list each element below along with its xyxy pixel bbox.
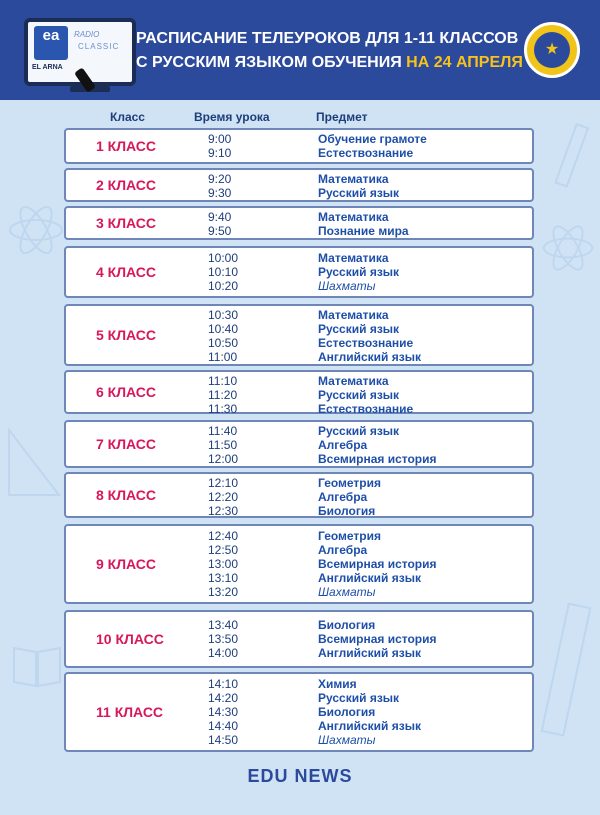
- lesson-time: 12:40: [208, 529, 239, 543]
- lesson-subject: Шахматы: [318, 279, 376, 293]
- class-label: 5 КЛАСС: [96, 327, 157, 343]
- lesson-subject: Русский язык: [318, 388, 400, 402]
- lesson-time: 11:10: [208, 374, 238, 388]
- lesson-times: [208, 677, 238, 747]
- lesson-subject: Математика: [318, 172, 389, 186]
- column-header-subject: Предмет: [316, 110, 368, 124]
- lesson-times: [208, 210, 231, 238]
- lesson-subject: Русский язык: [318, 322, 400, 336]
- lesson-subject: Алгебра: [318, 490, 368, 504]
- lesson-times: [208, 529, 238, 599]
- lesson-subject: Английский язык: [318, 350, 421, 364]
- class-label: 3 КЛАСС: [96, 215, 157, 231]
- lesson-subjects: [318, 308, 421, 364]
- lesson-time: 10:50: [208, 336, 239, 350]
- lesson-time: 9:40: [208, 210, 232, 224]
- title-date: НА 24 АПРЕЛЯ: [406, 54, 523, 71]
- lesson-subject: Русский язык: [318, 424, 400, 438]
- lesson-subjects: [318, 677, 421, 747]
- lesson-time: 14:40: [208, 719, 239, 733]
- lesson-time: 12:30: [208, 504, 239, 518]
- lesson-time: 11:00: [208, 350, 238, 364]
- lesson-subjects: [318, 132, 427, 160]
- lesson-time: 13:50: [208, 632, 239, 646]
- lesson-time: 9:10: [208, 146, 232, 160]
- lesson-time: 13:40: [208, 618, 239, 632]
- lesson-subject: Геометрия: [318, 529, 382, 543]
- book-emblem-icon: ★: [534, 32, 570, 68]
- lesson-time: 14:20: [208, 691, 239, 705]
- ministry-emblem-icon: [524, 22, 580, 78]
- lesson-time: 9:30: [208, 186, 232, 200]
- lesson-time: 10:20: [208, 279, 239, 293]
- class-label: 6 КЛАСС: [96, 384, 157, 400]
- lesson-time: 13:00: [208, 557, 239, 571]
- lesson-time: 10:30: [208, 308, 239, 322]
- class-label: 9 КЛАСС: [96, 556, 157, 572]
- atom-doodle-icon: [540, 220, 596, 276]
- page-title-line2: [136, 54, 523, 72]
- column-header-class: Класс: [110, 110, 145, 124]
- lesson-subject: Алгебра: [318, 438, 368, 452]
- lesson-time: 14:30: [208, 705, 239, 719]
- lesson-subject: Познание мира: [318, 224, 409, 238]
- lesson-times: [208, 476, 238, 518]
- atom-doodle-icon: [6, 200, 66, 260]
- class-label: 11 КЛАСС: [96, 704, 164, 720]
- class-label: 2 КЛАСС: [96, 177, 157, 193]
- lesson-time: 14:10: [208, 677, 239, 691]
- lesson-subject: Естествознание: [318, 402, 414, 416]
- lesson-time: 9:00: [208, 132, 232, 146]
- lesson-subject: Английский язык: [318, 571, 421, 585]
- lesson-subject: Биология: [318, 705, 376, 719]
- lesson-subject: Всемирная история: [318, 557, 437, 571]
- lesson-subject: Обучение грамоте: [318, 132, 427, 146]
- schedule-row: [64, 304, 534, 366]
- lesson-subject: Геометрия: [318, 476, 382, 490]
- lesson-subject: Шахматы: [318, 733, 376, 747]
- lesson-time: 14:00: [208, 646, 239, 660]
- class-label: 1 КЛАСС: [96, 138, 157, 154]
- lesson-time: 11:40: [208, 424, 238, 438]
- lesson-times: [208, 172, 231, 200]
- lesson-subject: Математика: [318, 308, 389, 322]
- lesson-subject: Русский язык: [318, 265, 400, 279]
- lesson-subjects: [318, 251, 399, 293]
- el-arna-label: EL ARNA: [32, 64, 63, 71]
- lesson-time: 12:00: [208, 452, 239, 466]
- lesson-time: 14:50: [208, 733, 239, 747]
- class-label: 8 КЛАСС: [96, 487, 157, 503]
- lesson-subjects: [318, 374, 413, 416]
- schedule-row: [64, 472, 534, 518]
- schedule-row: [64, 168, 534, 202]
- lesson-subject: Математика: [318, 251, 389, 265]
- lesson-subject: Химия: [318, 677, 357, 691]
- schedule-row: [64, 610, 534, 668]
- lesson-time: 13:10: [208, 571, 239, 585]
- title-language: С РУССКИМ ЯЗЫКОМ ОБУЧЕНИЯ: [136, 54, 402, 71]
- lesson-subject: Математика: [318, 374, 389, 388]
- lesson-subjects: [318, 172, 399, 200]
- lesson-subjects: [318, 529, 437, 599]
- lesson-subjects: [318, 210, 409, 238]
- header-banner: [0, 0, 600, 100]
- lesson-subject: Естествознание: [318, 146, 414, 160]
- radio-classic-logo-bottom: CLASSIC: [78, 42, 120, 51]
- lesson-time: 11:30: [208, 402, 238, 416]
- lesson-subject: Английский язык: [318, 719, 421, 733]
- schedule-row: [64, 420, 534, 468]
- lesson-subject: Русский язык: [318, 691, 400, 705]
- lesson-time: 12:10: [208, 476, 239, 490]
- lesson-time: 10:10: [208, 265, 239, 279]
- lesson-time: 11:50: [208, 438, 238, 452]
- book-doodle-icon: [10, 640, 64, 690]
- lesson-subject: Алгебра: [318, 543, 368, 557]
- lesson-times: [208, 424, 238, 466]
- lesson-times: [208, 132, 231, 160]
- lesson-time: 10:00: [208, 251, 239, 265]
- pencil-doodle-icon: [548, 120, 592, 200]
- lesson-subjects: [318, 424, 437, 466]
- schedule-row: [64, 128, 534, 164]
- triangle-ruler-doodle-icon: [4, 420, 64, 500]
- schedule-row: [64, 524, 534, 604]
- lesson-subject: Русский язык: [318, 186, 400, 200]
- lesson-subject: Естествознание: [318, 336, 414, 350]
- lesson-time: 11:20: [208, 388, 238, 402]
- lesson-subjects: [318, 476, 381, 518]
- column-header-time: Время урока: [194, 110, 270, 124]
- schedule-row: [64, 206, 534, 240]
- lesson-times: [208, 308, 238, 364]
- lesson-subjects: [318, 618, 437, 660]
- class-label: 4 КЛАСС: [96, 264, 157, 280]
- ruler-doodle-icon: [540, 600, 596, 740]
- lesson-subject: Биология: [318, 618, 376, 632]
- lesson-time: 9:20: [208, 172, 232, 186]
- lesson-time: 13:20: [208, 585, 239, 599]
- lesson-times: [208, 374, 237, 416]
- el-arna-logo: ea: [34, 26, 68, 60]
- schedule-row: [64, 246, 534, 298]
- lesson-times: [208, 618, 238, 660]
- lesson-time: 12:20: [208, 490, 239, 504]
- schedule-row: [64, 672, 534, 752]
- lesson-subject: Биология: [318, 504, 376, 518]
- class-label: 7 КЛАСС: [96, 436, 157, 452]
- lesson-subject: Всемирная история: [318, 452, 437, 466]
- lesson-subject: Математика: [318, 210, 389, 224]
- lesson-times: [208, 251, 238, 293]
- lesson-time: 12:50: [208, 543, 239, 557]
- page-title-line1: РАСПИСАНИЕ ТЕЛЕУРОКОВ ДЛЯ 1-11 КЛАССОВ: [136, 30, 519, 47]
- lesson-subject: Английский язык: [318, 646, 421, 660]
- lesson-time: 9:50: [208, 224, 232, 238]
- schedule-row: [64, 370, 534, 414]
- lesson-subject: Шахматы: [318, 585, 376, 599]
- lesson-time: 10:40: [208, 322, 239, 336]
- lesson-subject: Всемирная история: [318, 632, 437, 646]
- class-label: 10 КЛАСС: [96, 631, 164, 647]
- footer-brand: EDU NEWS: [247, 766, 353, 786]
- radio-classic-logo-top: RADIO: [74, 30, 100, 39]
